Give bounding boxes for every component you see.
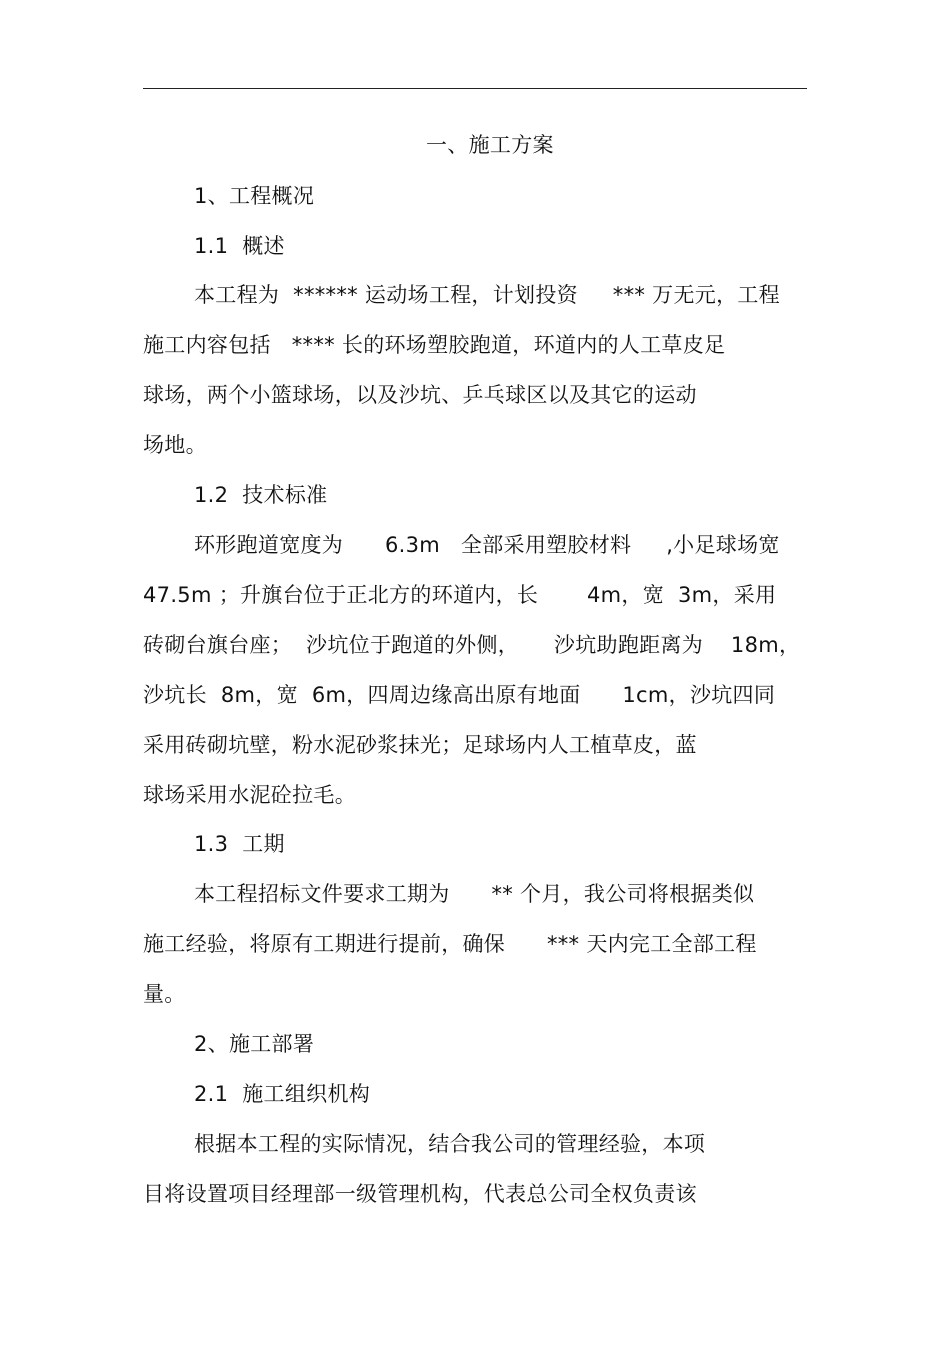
paragraph-line: 场地。 [143,433,207,457]
paragraph-line: 采用砖砌坑壁，粉水泥砂浆抹光；足球场内人工植草皮，蓝 [143,733,697,757]
paragraph-line: 环形跑道宽度为 6.3m 全部采用塑胶材料 ,小足球场宽 [194,533,780,557]
document-title: 一、施工方案 [426,133,554,157]
subsection-heading-1-1: 1.1 概述 [194,234,285,258]
paragraph-line: 沙坑长 8m，宽 6m，四周边缘高出原有地面 1cm，沙坑四同 [143,683,776,707]
paragraph-line: 球场，两个小篮球场，以及沙坑、乒乓球区以及其它的运动 [143,383,697,407]
paragraph-line: 本工程招标文件要求工期为 ** 个月，我公司将根据类似 [194,882,755,906]
paragraph-line: 根据本工程的实际情况，结合我公司的管理经验，本项 [194,1132,706,1156]
subsection-heading-2-1: 2.1 施工组织机构 [194,1082,371,1106]
paragraph-line: 量。 [143,982,186,1006]
paragraph-line: 施工经验，将原有工期进行提前，确保 *** 天内完工全部工程 [143,932,757,956]
paragraph-line: 施工内容包括 **** 长的环场塑胶跑道，环道内的人工草皮足 [143,333,726,357]
paragraph-line: 本工程为 ****** 运动场工程，计划投资 *** 万无元，工程 [194,283,780,307]
subsection-heading-1-2: 1.2 技术标准 [194,483,328,507]
subsection-heading-1-3: 1.3 工期 [194,832,285,856]
paragraph-line: 球场采用水泥砼拉毛。 [143,783,356,807]
paragraph-line: 砖砌台旗台座； 沙坑位于跑道的外侧， 沙坑助跑距离为 18m， [143,633,801,657]
header-rule [143,88,807,89]
section-heading-1: 1、工程概况 [194,184,315,208]
paragraph-line: 目将设置项目经理部一级管理机构，代表总公司全权负责该 [143,1182,697,1206]
section-heading-2: 2、施工部署 [194,1032,315,1056]
paragraph-line: 47.5m ；升旗台位于正北方的环道内，长 4m，宽 3m，采用 [143,583,777,607]
